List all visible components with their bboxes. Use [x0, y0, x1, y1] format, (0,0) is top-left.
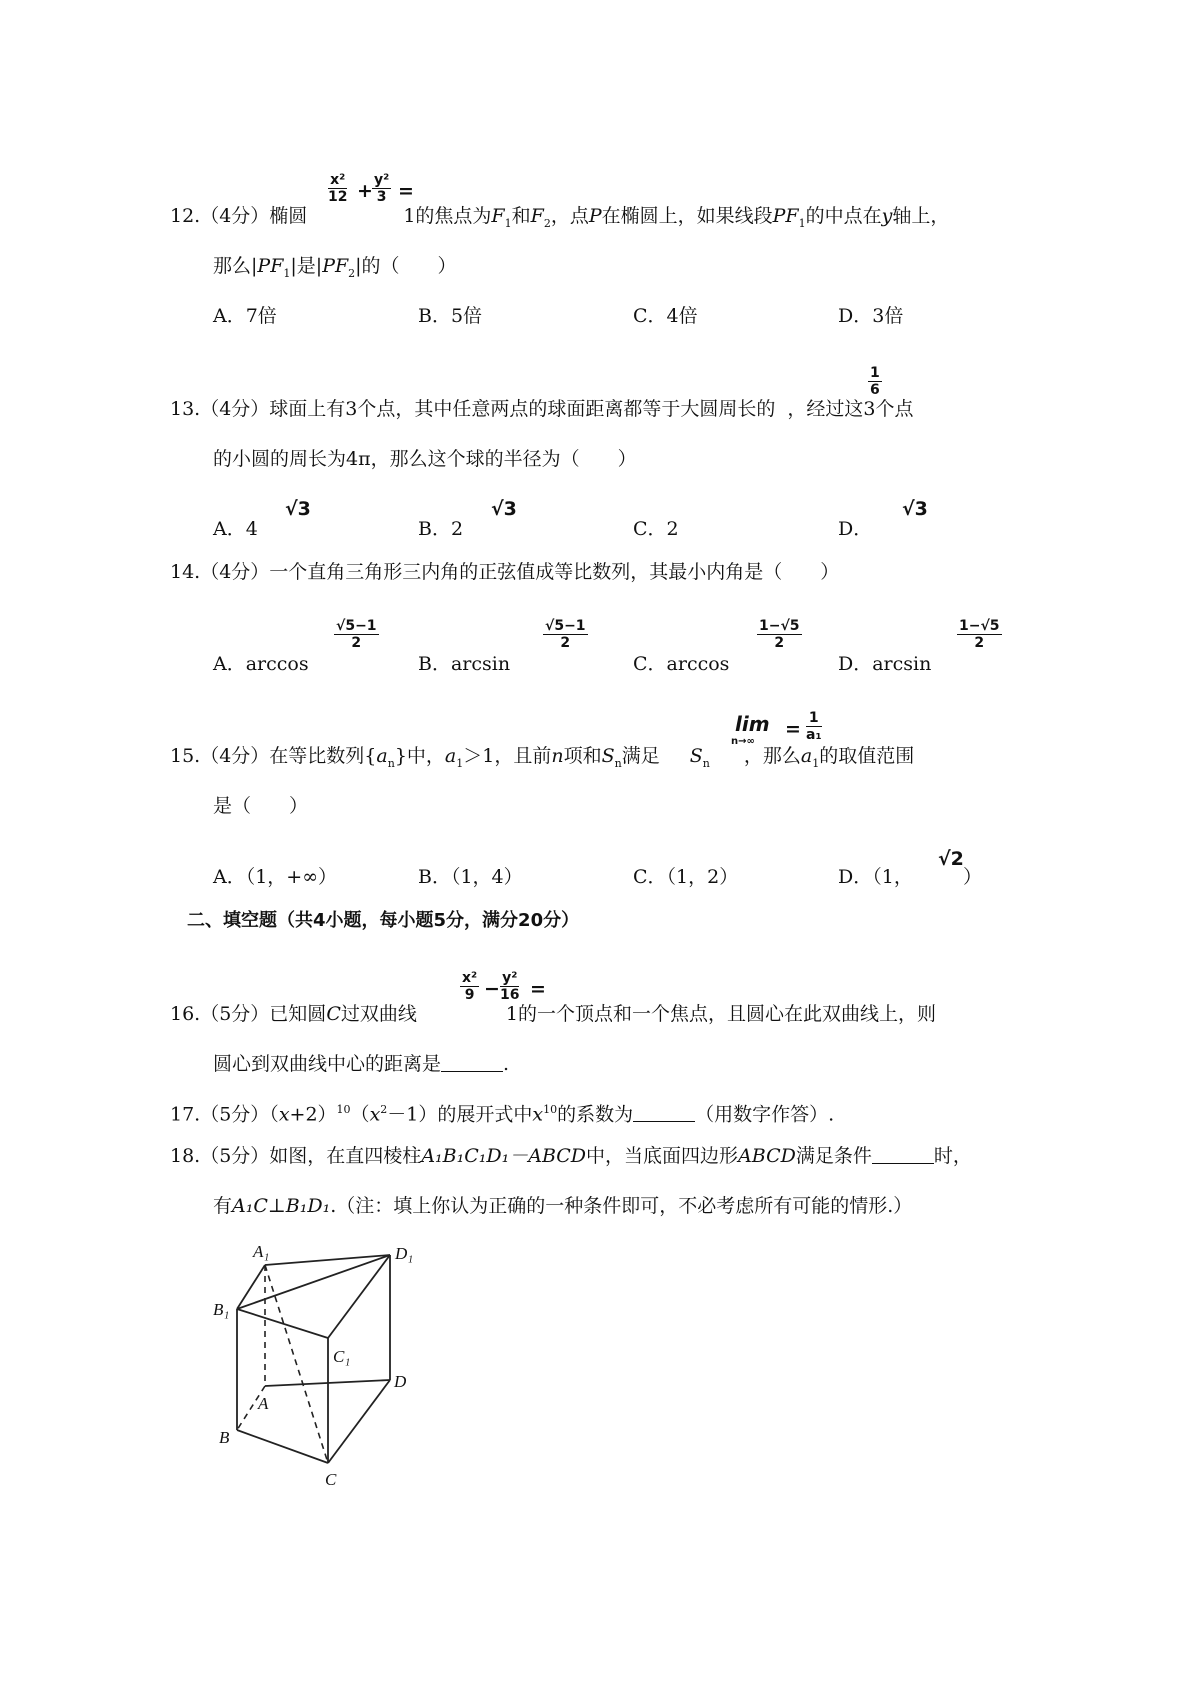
frac-numerator: √5−1: [336, 618, 377, 634]
q17-text: －1）的展开式中: [387, 1103, 533, 1126]
frac-denominator: 16: [500, 987, 520, 1003]
q18-line2: [213, 1192, 912, 1220]
q13-option-c: C．2: [633, 518, 679, 540]
q12-option-c: C．4倍: [633, 305, 698, 327]
q12-text: |是|: [290, 255, 323, 277]
q18-text: .（注：填上你认为正确的一种条件即可，不必考虑所有可能的情形.）: [330, 1195, 913, 1217]
q15-sqrt2: √2: [938, 848, 964, 870]
var-PF2: PF: [322, 255, 349, 277]
q13-sqrt3-a: √3: [285, 498, 311, 520]
q12-line1: [170, 202, 949, 238]
frac-denominator: a₁: [806, 727, 822, 743]
var-F2: F: [530, 205, 544, 227]
frac-numerator: x²: [462, 970, 478, 986]
q18-text: 中，当底面四边形: [586, 1145, 739, 1167]
var-PF1: PF: [772, 205, 799, 227]
frac-denominator: 6: [870, 382, 880, 398]
sub: n: [614, 756, 622, 770]
diag-b1-d1: [237, 1255, 390, 1309]
q13-line2: 的小圆的周长为4π，那么这个球的半径为（ ）: [213, 448, 637, 470]
q15-option-a: A．（1，+∞）: [213, 866, 338, 888]
q16-frac-x2-9: [460, 970, 479, 1003]
q12-frac-x2-12: [328, 172, 347, 205]
q12-text: 在椭圆上，如果线段: [601, 205, 773, 227]
q16-minus: −: [484, 978, 500, 1000]
frac-numerator: 1: [870, 365, 880, 381]
answer-blank[interactable]: [441, 1051, 503, 1072]
q15-lim: lim: [735, 712, 770, 736]
q16-one: 1: [505, 1003, 518, 1025]
q12-text: 的焦点为: [415, 205, 492, 227]
edge-a1-d1: [265, 1255, 390, 1265]
prism-figure: [205, 1235, 445, 1505]
frac-numerator: x²: [328, 172, 347, 189]
q14-option-b: B．arcsin: [418, 653, 511, 675]
q16-text: .: [503, 1053, 510, 1075]
q15-text: 项和: [563, 745, 602, 767]
hidden-a1-c: [265, 1265, 328, 1463]
sub: 1: [283, 266, 291, 280]
q12-one: 1: [403, 205, 416, 227]
q16-text: 16.（5分）已知圆: [170, 1003, 327, 1025]
q17-text: （: [350, 1103, 370, 1126]
answer-blank[interactable]: [872, 1143, 934, 1164]
q15-option-d: D．（1，: [838, 866, 913, 888]
condition: A₁C⊥B₁D₁: [232, 1195, 331, 1217]
q15-text: 15.（4分）在等比数列{: [170, 745, 377, 767]
q15-text: ＞1，且前: [463, 745, 552, 767]
base-name: ABCD: [738, 1145, 796, 1167]
var-PF1: PF: [257, 255, 284, 277]
q16-line2: [213, 1050, 509, 1078]
var-S: S: [601, 745, 615, 767]
q12-text: 的中点在: [805, 205, 882, 227]
q14-frac-d: [957, 618, 1002, 651]
var-P: P: [588, 205, 602, 227]
sub: 2: [543, 216, 551, 230]
var-C: C: [326, 1003, 341, 1025]
answer-blank[interactable]: [633, 1101, 695, 1122]
q12-text: 轴上，: [892, 205, 950, 227]
q16-text: 的一个顶点和一个焦点，且圆心在此双曲线上，则: [517, 1003, 936, 1025]
edge-a1-b1: [237, 1265, 265, 1309]
q13-text: 13.（4分）球面上有3个点，其中任意两点的球面距离都等于大圆周长的: [170, 398, 776, 420]
sup: 10: [543, 1103, 558, 1116]
frac-denominator: 2: [560, 635, 571, 651]
q12-plus: +: [357, 180, 373, 202]
q17-text: 17.（5分）（: [170, 1103, 279, 1126]
frac-numerator: 1: [806, 710, 822, 727]
q14-frac-a: [334, 618, 379, 651]
frac-denominator: 3: [376, 189, 387, 205]
q15-text: }中，: [394, 745, 445, 767]
label-c: C: [325, 1470, 337, 1489]
label-a1: A₁: [253, 1242, 270, 1261]
q16-text: 圆心到双曲线中心的距离是: [213, 1053, 442, 1075]
q12-text: 那么|: [213, 255, 258, 277]
frac-denominator: 9: [464, 987, 475, 1003]
q12-text: ，点: [550, 205, 589, 227]
var-a1: a: [444, 745, 457, 767]
q13-sqrt3-d: √3: [902, 498, 928, 520]
q18-text: 18.（5分）如图，在直四棱柱: [170, 1145, 422, 1167]
sub: 1: [798, 216, 806, 230]
q17-line: [170, 1096, 834, 1128]
q15-close-paren: ）: [963, 866, 983, 888]
sub: 1: [812, 756, 820, 770]
var-x: x: [278, 1103, 290, 1126]
sub: n: [702, 756, 710, 770]
var-S: S: [689, 745, 703, 767]
q15-lim-sub: n→∞: [731, 736, 755, 747]
frac-denominator: 2: [774, 635, 785, 651]
q14-option-a: A．arccos: [213, 653, 309, 675]
sup: 10: [336, 1103, 351, 1116]
frac-denominator: 2: [974, 635, 985, 651]
q18-text: 满足条件: [795, 1145, 872, 1167]
q15-line1: [170, 742, 914, 778]
q14-option-c: C．arccos: [633, 653, 730, 675]
label-b1: B₁: [213, 1300, 230, 1319]
frac-numerator: y²: [374, 172, 390, 188]
frac-numerator: 1−√5: [959, 618, 1000, 634]
q12-text: 和: [511, 205, 531, 227]
var-n: n: [551, 745, 564, 767]
var-x: x: [369, 1103, 381, 1126]
var-y: y: [881, 205, 893, 227]
q13-line1: [170, 395, 914, 423]
q13-option-b: B．2: [418, 518, 464, 540]
q14-frac-b: [543, 618, 588, 651]
var-F1: F: [491, 205, 505, 227]
edge-c1-d1: [328, 1255, 390, 1338]
q16-text: 过双曲线: [340, 1003, 417, 1025]
q15-line2: 是（ ）: [213, 795, 309, 817]
q12-prefix: 12.（4分）椭圆: [170, 205, 308, 227]
frac-denominator: 2: [351, 635, 362, 651]
q12-frac-y2-3: [372, 172, 391, 205]
sup: 2: [380, 1103, 388, 1116]
q13-sqrt3-b: √3: [491, 498, 517, 520]
var-x: x: [532, 1103, 544, 1126]
q12-option-a: A．7倍: [213, 305, 277, 327]
q18-line1: [170, 1142, 972, 1170]
label-c1: C₁: [333, 1347, 351, 1366]
q14-option-d: D．arcsin: [838, 653, 932, 675]
q13-option-d: D．: [838, 518, 873, 540]
prism-name: A₁B₁C₁D₁－ABCD: [421, 1145, 587, 1167]
q18-text: 有: [213, 1195, 233, 1217]
q16-equals: =: [530, 978, 546, 1000]
frac-numerator: √5−1: [545, 618, 586, 634]
sub: 2: [348, 266, 356, 280]
q15-frac-1-a1: [806, 710, 822, 743]
q12-option-b: B．5倍: [418, 305, 483, 327]
q13-frac-1-6: [868, 365, 882, 398]
q12-option-d: D．3倍: [838, 305, 904, 327]
sub: 1: [504, 216, 512, 230]
q16-line1: [170, 1000, 936, 1028]
section-heading: 二、填空题（共4小题，每小题5分，满分20分）: [187, 910, 580, 931]
edge-b-c: [237, 1430, 328, 1463]
q17-text: +2）: [289, 1103, 337, 1126]
q18-text: 时，: [933, 1145, 972, 1167]
sub: n: [387, 756, 395, 770]
sub: 1: [456, 756, 464, 770]
q17-text: （用数字作答）.: [695, 1103, 835, 1126]
q13-text: ，经过这3个点: [787, 398, 914, 420]
q14-line1: 14.（4分）一个直角三角形三内角的正弦值成等比数列，其最小内角是（ ）: [170, 561, 840, 583]
q15-text: 满足: [621, 745, 660, 767]
q16-frac-y2-16: [500, 970, 519, 1003]
label-d: D: [394, 1372, 407, 1391]
label-b: B: [219, 1428, 230, 1447]
q15-equals: =: [785, 718, 801, 740]
q15-option-b: B．（1，4）: [418, 866, 523, 888]
label-a: A: [258, 1394, 269, 1413]
frac-numerator: y²: [500, 970, 519, 987]
q12-line2: [213, 252, 457, 288]
q15-text: 的取值范围: [819, 745, 915, 767]
q12-equals: =: [398, 180, 414, 202]
var-a: a: [376, 745, 388, 767]
q15-text: ，那么: [743, 745, 801, 767]
edge-b1-c1: [237, 1309, 328, 1338]
q14-frac-c: [757, 618, 802, 651]
frac-denominator: 12: [328, 189, 348, 205]
label-d1: D₁: [395, 1244, 414, 1263]
q15-option-c: C．（1，2）: [633, 866, 739, 888]
frac-numerator: 1−√5: [759, 618, 800, 634]
edge-c-d: [328, 1380, 390, 1463]
q17-text: 的系数为: [557, 1103, 634, 1126]
q12-text: |的（ ）: [355, 255, 457, 277]
q13-option-a: A．4: [213, 518, 258, 540]
var-a1: a: [800, 745, 813, 767]
